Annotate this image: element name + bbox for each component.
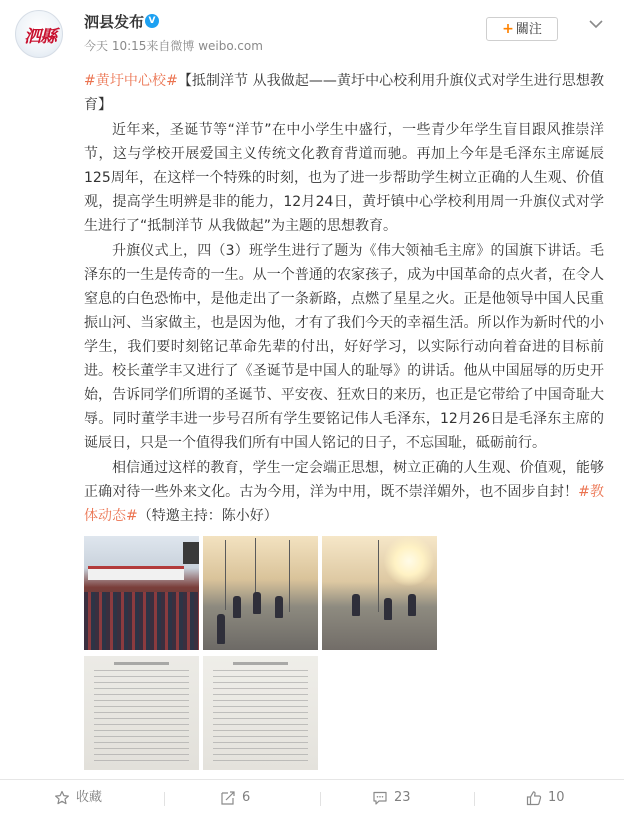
photo-document-1[interactable] (84, 656, 199, 770)
host-note: （特邀主持：陈小好） (137, 508, 278, 524)
verified-icon: V (145, 14, 159, 28)
user-name[interactable]: 泗县发布 (84, 13, 145, 31)
avatar-logo-text: 泗縣 (24, 27, 56, 47)
paragraph-2: 升旗仪式上，四（3）班学生进行了题为《伟大领袖毛主席》的国旗下讲话。毛泽东的一生是传奇的一生。从一个普通的农家孩子，成为中国革命的点火者，在令人窒息的白色恐怖中，是他走出了一条新路，点燃了星星之火。正是他领导中国人民重振山河、当家做主，也是因为他，才有了我们今天的幸福生活。所以作为新时代的小学生，我们要时刻铭记革命先辈的付出，好好学习，以实际行动向着奋进的目标前进。校长董学丰又进行了《圣诞节是中国人的耻辱》的讲话。他从中国屈辱的历史开始，告诉同学们所谓的圣诞节、平安夜、狂欢日的来历，也正是它带给了中国奇耻大辱。同时董学丰进一步号召所有学生要铭记伟人毛泽东，12月26日是毛泽东主席的诞辰日，只是一个值得我们所有中国人铭记的日子，不忘国耻，砥砺前行。 (84, 243, 604, 451)
paragraph-1: 近年来，圣诞节等“洋节”在中小学生中盛行，一些青少年学生盲目跟风推崇洋节，这与学校开展爱国主义传统文化教育背道而驰。再加上今年是毛泽东主席诞辰125周年，在这样一个特殊的时刻，也为了进一步帮助学生树立正确的人生观、价值观，提高学生明辨是非的能力，12月24日，黄圩镇中心学校利用周一升旗仪式对学生进行了“抵制洋节 从我做起”为主题的思想教育。 (84, 122, 604, 234)
like-button[interactable] (526, 780, 586, 816)
paragraph-3-text: 相信通过这样的教育，学生一定会端正思想，树立正确的人生观、价值观，能够正确对待一些外来文化。古为今用，洋为中用，既不崇洋媚外，也不固步自封！ (84, 460, 604, 500)
comment-icon (372, 790, 388, 806)
divider (474, 792, 475, 806)
photo-flag-ceremony-1[interactable] (203, 536, 318, 650)
photo-document-2[interactable] (203, 656, 318, 770)
person-shape (408, 594, 416, 616)
person-shape (384, 598, 392, 620)
school-building-shape (88, 566, 184, 580)
document-text-shape (213, 670, 308, 762)
post-content (84, 69, 604, 528)
avatar[interactable] (15, 10, 63, 58)
document-title-shape (114, 662, 169, 665)
post-title-text: 【抵制洋节 从我做起——黄圩中心校利用升旗仪式对学生进行思想教育】 (84, 73, 604, 113)
person-shape (217, 614, 225, 644)
divider (320, 792, 321, 806)
post-meta: 今天 10:15来自微博 weibo.com (84, 39, 263, 53)
flagpole-shape (289, 540, 290, 612)
plus-icon: + (502, 21, 514, 37)
hashtag-topic[interactable]: #黄圩中心校# (84, 73, 178, 89)
forward-count: 6 (242, 790, 251, 805)
person-shape (275, 596, 283, 618)
flagpole-shape (225, 540, 226, 610)
sun-shape (384, 536, 434, 586)
flagpole-shape (378, 540, 379, 612)
document-title-shape (233, 662, 288, 665)
follow-button[interactable] (486, 17, 558, 41)
star-icon (54, 790, 70, 806)
favorite-button[interactable] (54, 780, 134, 816)
person-shape (253, 592, 261, 614)
comment-count: 23 (394, 790, 411, 805)
comment-button[interactable] (372, 780, 432, 816)
like-count: 10 (548, 790, 565, 805)
forward-button[interactable] (220, 780, 280, 816)
hashtag-category[interactable]: #教体动态# (84, 484, 605, 524)
photo-grid (84, 536, 444, 776)
photo-assembly-crowd[interactable] (84, 536, 199, 650)
person-shape (233, 596, 241, 618)
chevron-down-icon[interactable] (586, 16, 606, 34)
action-bar (0, 779, 624, 816)
thumbs-up-icon (526, 790, 542, 806)
favorite-label: 收藏 (76, 790, 103, 805)
divider (164, 792, 165, 806)
post-title (84, 69, 604, 117)
banner-shape (183, 542, 199, 564)
person-shape (352, 594, 360, 616)
photo-flag-ceremony-2[interactable] (322, 536, 437, 650)
document-text-shape (94, 670, 189, 762)
forward-icon (220, 790, 236, 806)
post-header (0, 0, 624, 66)
crowd-shape (84, 592, 199, 650)
follow-label: 關注 (515, 22, 542, 37)
paragraph-3 (84, 456, 604, 528)
